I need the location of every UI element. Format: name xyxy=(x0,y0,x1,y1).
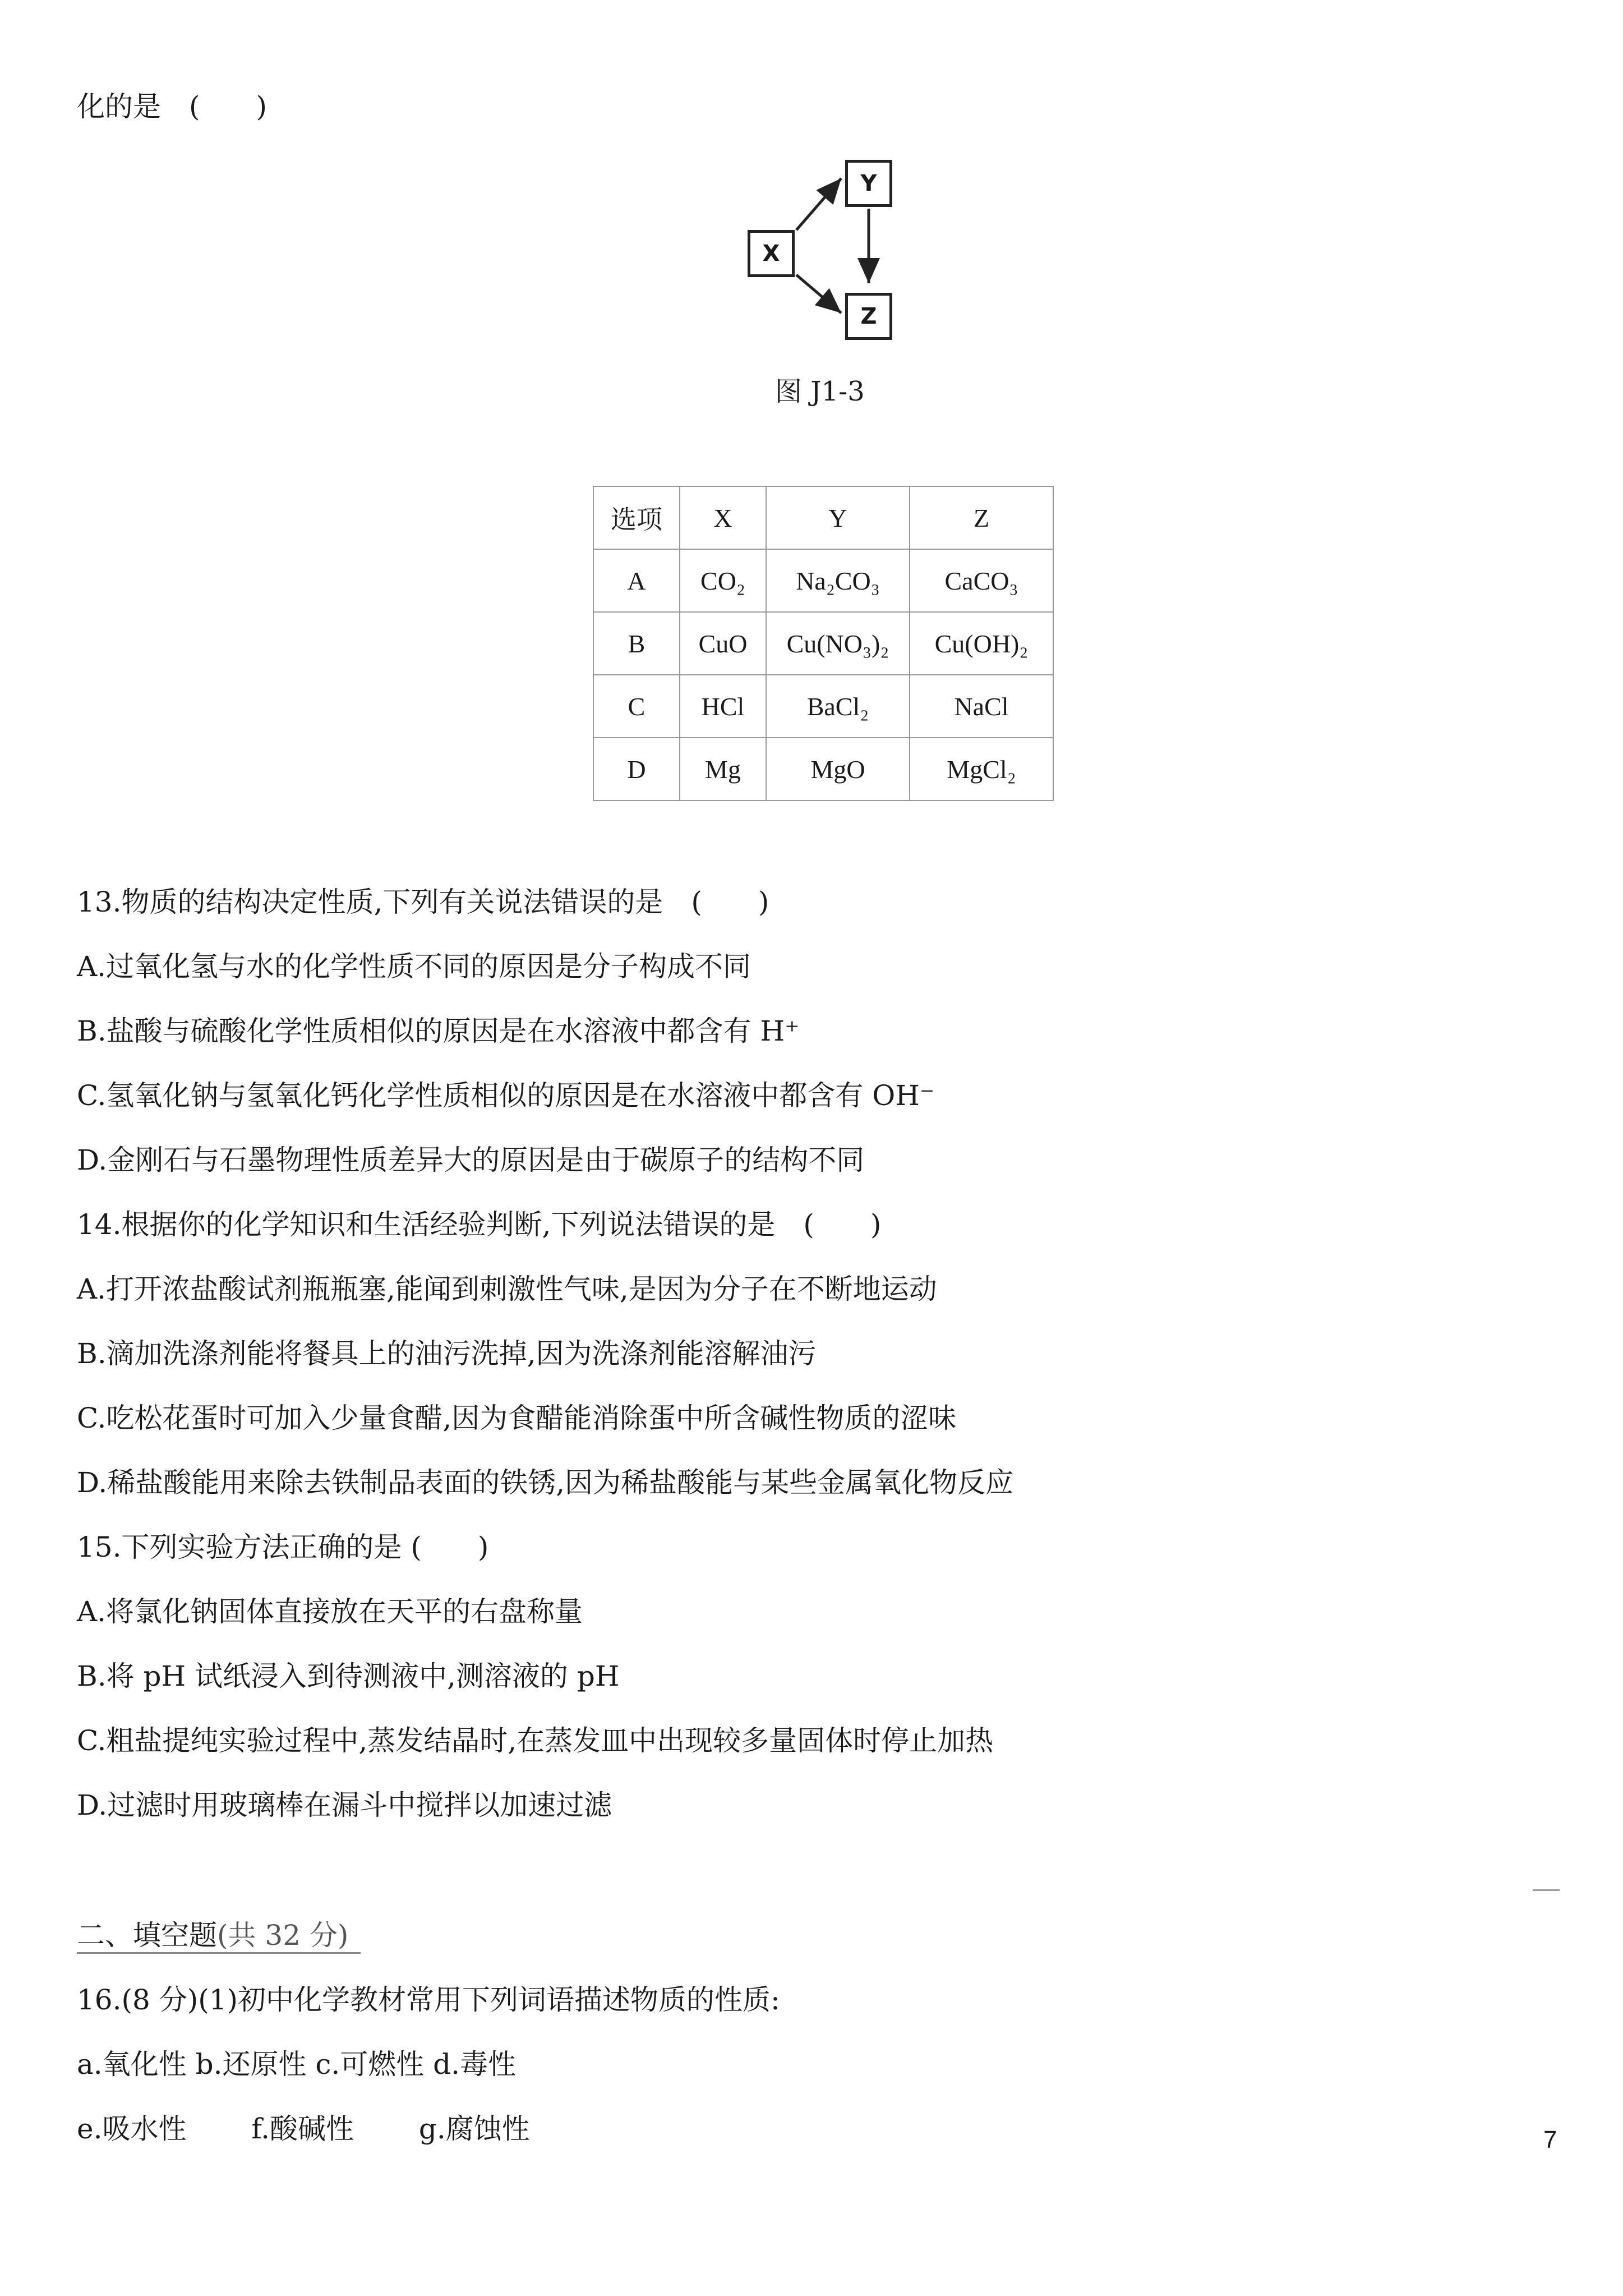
margin-divider xyxy=(1533,1889,1560,1891)
table-cell: BaCl₂ xyxy=(766,675,910,738)
question-continuation: 化的是 ( ) xyxy=(77,90,268,123)
question-15-stem: 15.下列实验方法正确的是 ( ) xyxy=(77,1531,489,1563)
table-header-cell: X xyxy=(680,486,766,549)
question-13-option-d: D.金刚石与石墨物理性质差异大的原因是由于碳原子的结构不同 xyxy=(77,1144,865,1176)
question-14-option-c: C.吃松花蛋时可加入少量食醋,因为食醋能消除蛋中所含碱性物质的涩味 xyxy=(77,1402,957,1434)
question-13-option-c: C.氢氧化钠与氢氧化钙化学性质相似的原因是在水溶液中都含有 OH⁻ xyxy=(77,1079,935,1112)
question-16-terms-line-2: e.吸水性 f.酸碱性 g.腐蚀性 xyxy=(77,2113,530,2145)
question-14-option-d: D.稀盐酸能用来除去铁制品表面的铁锈,因为稀盐酸能与某些金属氧化物反应 xyxy=(77,1466,1014,1499)
table-cell: Mg xyxy=(680,738,766,800)
node-x: X xyxy=(748,230,795,277)
question-13-option-b: B.盐酸与硫酸化学性质相似的原因是在水溶液中都含有 H⁺ xyxy=(77,1015,800,1047)
table-header-cell: 选项 xyxy=(593,486,680,549)
table-cell: MgCl₂ xyxy=(910,738,1053,800)
question-13-stem: 13.物质的结构决定性质,下列有关说法错误的是 ( ) xyxy=(77,886,769,918)
table-header-cell: Y xyxy=(766,486,910,549)
table-row xyxy=(593,612,1053,675)
table-row xyxy=(593,738,1053,800)
options-table xyxy=(593,486,1054,801)
figure-caption: 图 J1-3 xyxy=(775,376,865,407)
question-15-option-b: B.将 pH 试纸浸入到待测液中,测溶液的 pH xyxy=(77,1660,620,1692)
table-header-cell: Z xyxy=(910,486,1053,549)
question-16-terms-line-1: a.氧化性 b.还原性 c.可燃性 d.毒性 xyxy=(77,2048,517,2081)
table-cell: Cu(OH)₂ xyxy=(910,612,1053,675)
table-row xyxy=(593,675,1053,738)
question-14-option-b: B.滴加洗涤剂能将餐具上的油污洗掉,因为洗涤剂能溶解油污 xyxy=(77,1337,817,1370)
section-heading xyxy=(77,1918,361,1954)
question-15-option-a: A.将氯化钠固体直接放在天平的右盘称量 xyxy=(77,1595,583,1628)
table-cell: Cu(NO₃)₂ xyxy=(766,612,910,675)
question-13-option-a: A.过氧化氢与水的化学性质不同的原因是分子构成不同 xyxy=(77,950,751,983)
node-z: Z xyxy=(845,293,892,340)
table-cell: CO₂ xyxy=(680,549,766,612)
reaction-diagram xyxy=(0,0,1623,393)
table-cell: HCl xyxy=(680,675,766,738)
section-score: (共 32 分) xyxy=(217,1919,349,1952)
table-header-row xyxy=(593,486,1053,549)
question-15-option-c: C.粗盐提纯实验过程中,蒸发结晶时,在蒸发皿中出现较多量固体时停止加热 xyxy=(77,1724,994,1757)
table-cell: A xyxy=(593,549,680,612)
table-cell: Na₂CO₃ xyxy=(766,549,910,612)
table-row xyxy=(593,549,1053,612)
table-cell: CaCO₃ xyxy=(910,549,1053,612)
node-y: Y xyxy=(845,160,892,207)
question-16-stem: 16.(8 分)(1)初中化学教材常用下列词语描述物质的性质: xyxy=(77,1984,780,2016)
question-14-stem: 14.根据你的化学知识和生活经验判断,下列说法错误的是 ( ) xyxy=(77,1208,882,1241)
page-number: 7 xyxy=(1543,2126,1557,2154)
table-cell: C xyxy=(593,675,680,738)
table-cell: NaCl xyxy=(910,675,1053,738)
table-cell: D xyxy=(593,738,680,800)
table-cell: B xyxy=(593,612,680,675)
arrow-x-to-y xyxy=(796,178,841,230)
section-title: 二、填空题 xyxy=(77,1919,217,1952)
table-cell: CuO xyxy=(680,612,766,675)
arrow-x-to-z xyxy=(796,275,841,313)
question-14-option-a: A.打开浓盐酸试剂瓶瓶塞,能闻到刺激性气味,是因为分子在不断地运动 xyxy=(77,1273,937,1305)
question-15-option-d: D.过滤时用玻璃棒在漏斗中搅拌以加速过滤 xyxy=(77,1789,612,1821)
table-cell: MgO xyxy=(766,738,910,800)
